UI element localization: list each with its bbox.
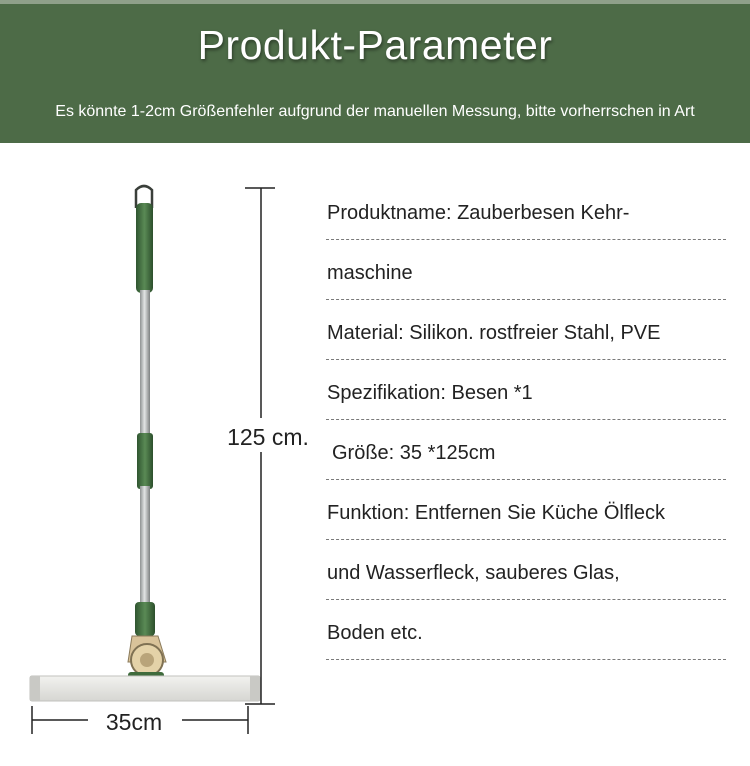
spec-line xyxy=(326,480,726,540)
spec-text: und Wasserfleck, sauberes Glas, xyxy=(327,562,620,584)
squeegee-blade xyxy=(30,676,260,701)
spec-text: Spezifikation: Besen *1 xyxy=(327,382,533,404)
blade-end-right xyxy=(250,676,260,701)
spec-line xyxy=(326,600,726,660)
lower-pole xyxy=(140,486,150,606)
width-label: 35cm xyxy=(105,709,163,735)
handle-grip xyxy=(136,203,153,293)
spec-line xyxy=(326,360,726,420)
spec-text: Produktname: Zauberbesen Kehr- xyxy=(327,202,630,224)
height-dimension xyxy=(216,188,320,704)
pole-joint xyxy=(137,433,153,489)
spec-list xyxy=(326,180,726,660)
header-banner xyxy=(0,0,750,143)
swivel-center xyxy=(140,653,154,667)
height-label: 125 cm. xyxy=(227,424,309,450)
spec-line xyxy=(326,540,726,600)
blade-end-left xyxy=(30,676,40,701)
spec-text: Material: Silikon. rostfreier Stahl, PVE xyxy=(327,322,661,344)
upper-pole xyxy=(140,290,150,436)
spec-text: Boden etc. xyxy=(327,622,423,644)
spec-line xyxy=(326,240,726,300)
spec-line xyxy=(326,180,726,240)
product-figure xyxy=(0,143,320,766)
head-connector xyxy=(135,602,155,636)
spec-line xyxy=(326,300,726,360)
measurement-note: Es könnte 1-2cm Größenfehler aufgrund der manuellen Messung, bitte vorherrschen in Art xyxy=(55,103,695,120)
spec-text: Funktion: Entfernen Sie Küche Ölfleck xyxy=(327,502,665,524)
banner-top-strip xyxy=(0,0,750,4)
spec-text: Größe: 35 *125cm xyxy=(332,442,496,464)
width-dimension xyxy=(32,706,248,735)
spec-line xyxy=(326,420,726,480)
spec-text: maschine xyxy=(327,262,413,284)
page-title: Produkt-Parameter xyxy=(197,22,553,68)
